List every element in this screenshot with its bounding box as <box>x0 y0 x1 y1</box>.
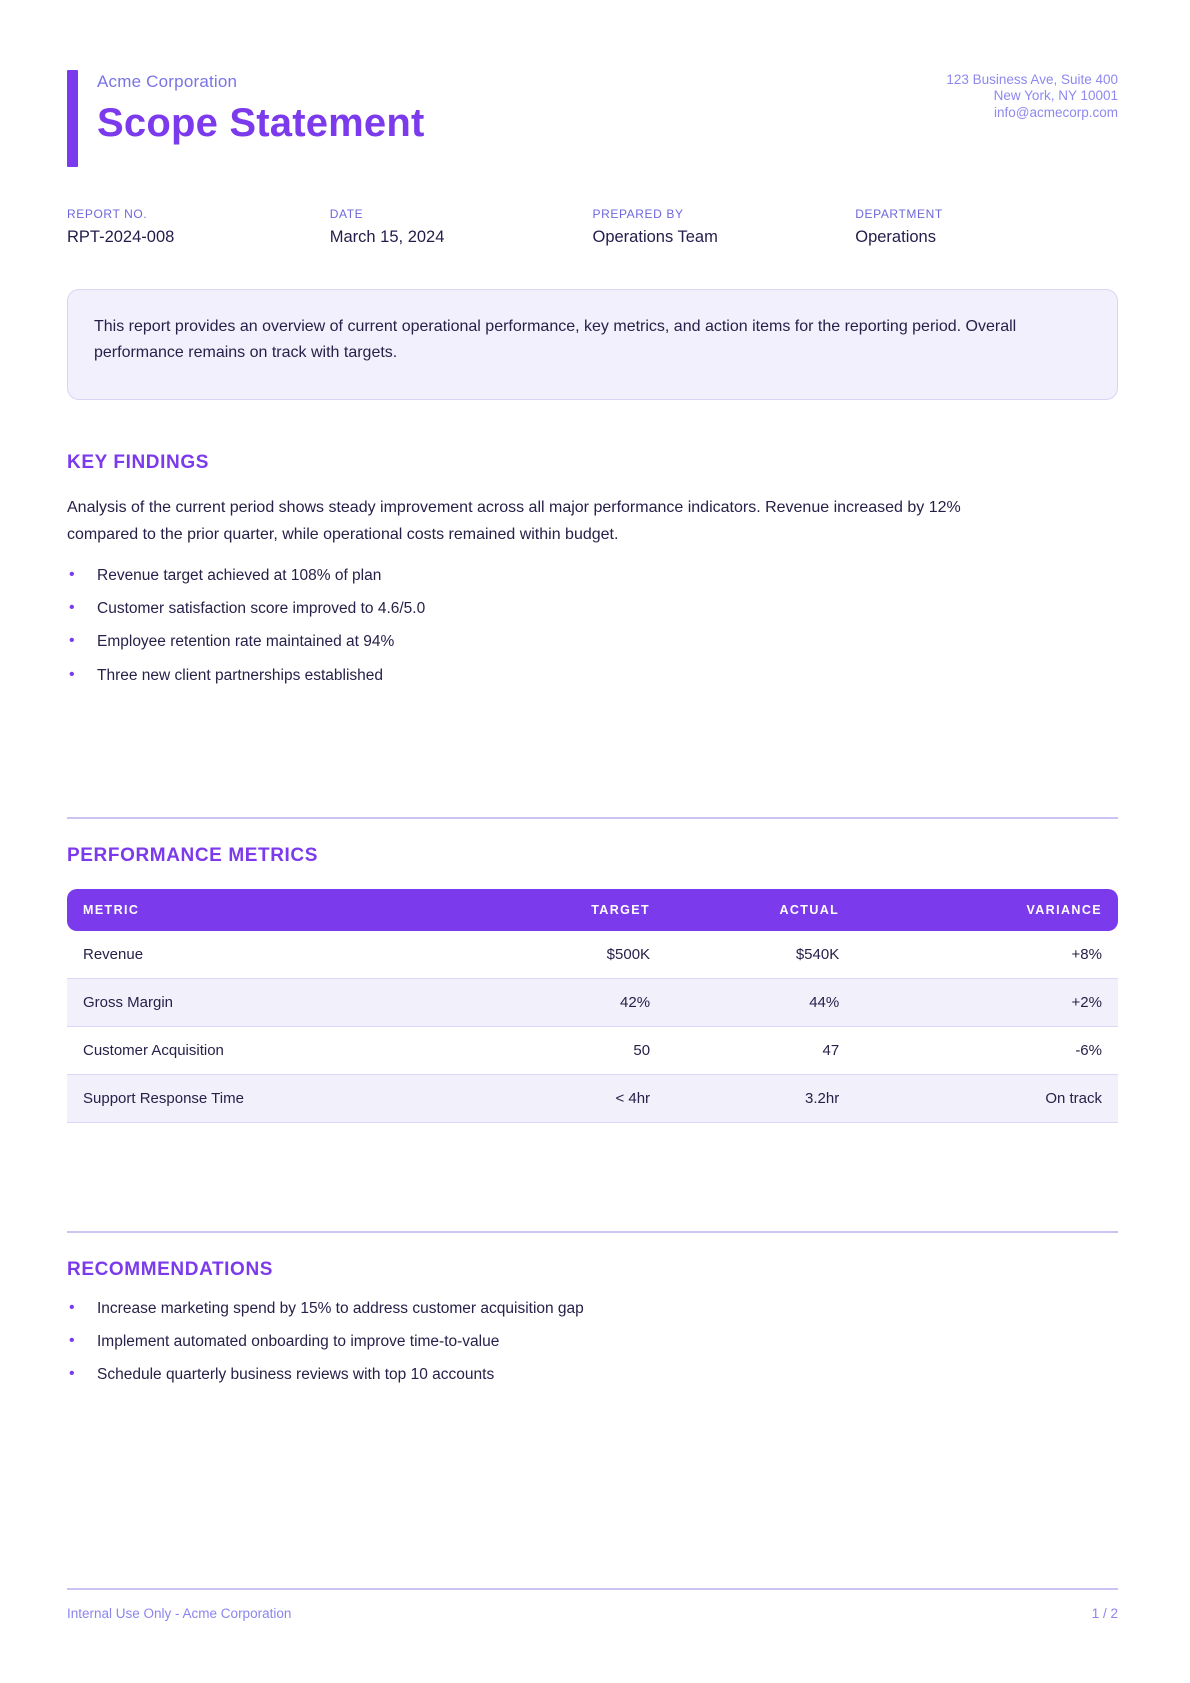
report-meta-row <box>67 207 1118 247</box>
table-row <box>67 979 1118 1027</box>
cell-metric: Customer Acquisition <box>67 1027 487 1075</box>
cell-actual: 47 <box>666 1027 855 1075</box>
cell-target: $500K <box>487 931 666 979</box>
meta-date <box>330 207 593 247</box>
metrics-table <box>67 889 1118 1123</box>
accent-bar <box>67 70 78 167</box>
cell-actual: 44% <box>666 979 855 1027</box>
cell-target: < 4hr <box>487 1075 666 1123</box>
list-item: • Increase marketing spend by 15% to address customer acquisition gap <box>67 1299 1118 1319</box>
meta-department <box>855 207 1118 247</box>
page-title: Scope Statement <box>97 101 425 145</box>
cell-metric: Support Response Time <box>67 1075 487 1123</box>
page-footer <box>67 1588 1118 1621</box>
meta-value: Operations <box>855 228 936 246</box>
meta-label: PREPARED BY <box>592 207 684 221</box>
table-row <box>67 931 1118 979</box>
list-item: • Revenue target achieved at 108% of plan <box>67 566 1118 586</box>
cell-variance: On track <box>855 1075 1118 1123</box>
company-name: Acme Corporation <box>97 72 238 91</box>
page-number: 1 / 2 <box>1091 1606 1118 1621</box>
cell-actual: $540K <box>666 931 855 979</box>
cell-actual: 3.2hr <box>666 1075 855 1123</box>
meta-label: DEPARTMENT <box>855 207 943 221</box>
section-performance-metrics <box>67 819 1118 1123</box>
address-line-2: New York, NY 10001 <box>993 88 1118 104</box>
brand-left <box>67 70 425 167</box>
metrics-table-body <box>67 931 1118 1123</box>
meta-label: DATE <box>329 207 364 221</box>
address-line-3: info@acmecorp.com <box>994 104 1118 120</box>
cell-metric: Revenue <box>67 931 487 979</box>
cell-variance: -6% <box>855 1027 1118 1075</box>
column-header-metric: METRIC <box>67 889 487 931</box>
cell-target: 50 <box>487 1027 666 1075</box>
list-item: • Employee retention rate maintained at 94% <box>67 632 1118 652</box>
meta-value: Operations Team <box>592 228 718 246</box>
list-item: • Three new client partnerships established <box>67 666 1118 686</box>
summary-text: This report provides an overview of current operational performance, key metrics, and action items for the reporting period. Overall performance remains on track with targets. <box>94 318 1017 362</box>
cell-variance: +2% <box>855 979 1118 1027</box>
address-line-1: 123 Business Ave, Suite 400 <box>946 72 1118 87</box>
metrics-table-header <box>67 889 1118 931</box>
column-header-target: TARGET <box>487 889 666 931</box>
key-findings-heading: KEY FINDINGS <box>67 451 209 473</box>
column-header-actual: ACTUAL <box>666 889 855 931</box>
key-findings-list <box>67 566 1118 686</box>
footer-classification: Internal Use Only - Acme Corporation <box>67 1606 292 1621</box>
meta-value: March 15, 2024 <box>329 228 445 246</box>
brand-header <box>67 70 1118 167</box>
meta-value: RPT-2024-008 <box>67 228 175 246</box>
cell-target: 42% <box>487 979 666 1027</box>
column-header-variance: VARIANCE <box>855 889 1118 931</box>
table-row <box>67 1075 1118 1123</box>
key-findings-intro: Analysis of the current period shows steady improvement across all major performance indicators. Revenue increased by 12% compared to the prior quarter, while operational costs remained within budget. <box>67 498 961 543</box>
table-header-row <box>67 889 1118 931</box>
company-address <box>946 70 1118 121</box>
section-recommendations <box>67 1233 1118 1398</box>
meta-report-no <box>67 207 330 247</box>
cell-variance: +8% <box>855 931 1118 979</box>
table-row <box>67 1027 1118 1075</box>
list-item: • Implement automated onboarding to improve time-to-value <box>67 1332 1118 1352</box>
list-item: • Schedule quarterly business reviews with top 10 accounts <box>67 1365 1118 1385</box>
list-item: • Customer satisfaction score improved to 4.6/5.0 <box>67 599 1118 619</box>
performance-metrics-heading: PERFORMANCE METRICS <box>67 844 319 866</box>
cell-metric: Gross Margin <box>67 979 487 1027</box>
meta-label: REPORT NO. <box>67 207 148 221</box>
recommendations-heading: RECOMMENDATIONS <box>67 1258 274 1280</box>
meta-prepared-by <box>593 207 856 247</box>
recommendations-list <box>67 1299 1118 1385</box>
section-key-findings <box>67 452 1118 699</box>
summary-callout <box>67 289 1118 400</box>
brand-text <box>97 70 425 167</box>
